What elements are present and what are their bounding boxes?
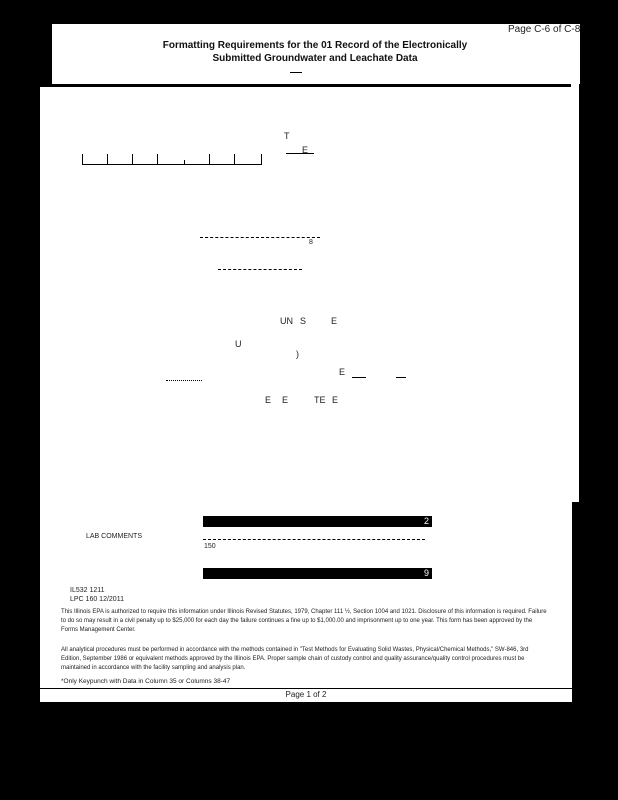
page-reference: Page C-6 of C-8 (508, 24, 581, 35)
field-fragment-s: S (300, 316, 307, 326)
tick-mark (184, 160, 185, 164)
right-edge-strip (571, 84, 579, 502)
bar-number-bottom: 9 (424, 568, 430, 578)
tick-mark (234, 154, 235, 164)
footer-rule (40, 688, 572, 689)
field-fragment-e6: E (332, 395, 339, 405)
procedures-text: All analytical procedures must be performed in accordance with the methods contained in "Test Methods for Evaluating Solid Wastes, Physical/Chemical Methods," SW-846, 3rd Edition, September 1986 or equivalent methods approved by the Illinois EPA. Proper sample chain of custody control and quality assurance/quality control procedures must be maintained in accordance with the facility sampling and analysis plan. (61, 647, 529, 671)
tick-mark (132, 154, 133, 164)
field-fragment-e5: E (282, 395, 289, 405)
comments-start-column: 150 (204, 543, 216, 550)
field-fragment-e4: E (265, 395, 272, 405)
lab-comments-label: LAB COMMENTS (86, 533, 143, 540)
black-bar-bottom (203, 568, 432, 579)
field-fragment-un: UN (280, 316, 293, 326)
dashed-field-line-2 (218, 269, 302, 270)
form-revision: LPC 160 12/2011 (70, 596, 124, 603)
field-fragment-e2: E (331, 316, 338, 326)
field-fragment-e: E (302, 145, 309, 155)
tick-mark (157, 154, 158, 164)
field-dash-2 (396, 377, 406, 378)
field-fragment-e3: E (339, 367, 346, 377)
black-bar-top (203, 516, 432, 527)
dashed-field-line (200, 237, 320, 238)
tick-mark (107, 154, 108, 164)
field-fragment-8: 8 (309, 239, 313, 246)
form-id: IL532 1211 (70, 587, 105, 594)
bar-number-top: 2 (424, 516, 430, 526)
tick-mark (82, 154, 83, 164)
field-fragment-t: T (284, 131, 290, 141)
tick-mark (209, 154, 210, 164)
lab-comments-field[interactable] (203, 539, 425, 540)
dotted-field-line (166, 380, 202, 381)
page-number: Page 1 of 2 (285, 690, 327, 699)
field-fragment-te: TE (314, 395, 326, 405)
title-line-1: Formatting Requirements for the 01 Record of the Electronically (162, 40, 468, 51)
disclosure-text: This Illinois EPA is authorized to require this information under Illinois Revised Statutes, 1979, Chapter 111 ½, Section 1004 and 1021. Disclosure of this information is required. Failure to do so may result in a civil penalty up to $25,000 for each day the failure continues a fine up to $1,000.00 and imprisonment up to one year. This form has been approved by the Forms Management Center. (61, 609, 547, 633)
field-fragment-u: U (235, 339, 242, 349)
field-underline (286, 153, 314, 154)
field-fragment-paren: ) (296, 349, 299, 359)
tick-row (82, 154, 262, 165)
header-dash (290, 72, 302, 73)
field-dash (352, 377, 366, 378)
keypunch-note: *Only Keypunch with Data in Column 35 or Columns 38-47 (61, 678, 231, 685)
title-line-2: Submitted Groundwater and Leachate Data (212, 53, 418, 64)
tick-mark (261, 154, 262, 164)
